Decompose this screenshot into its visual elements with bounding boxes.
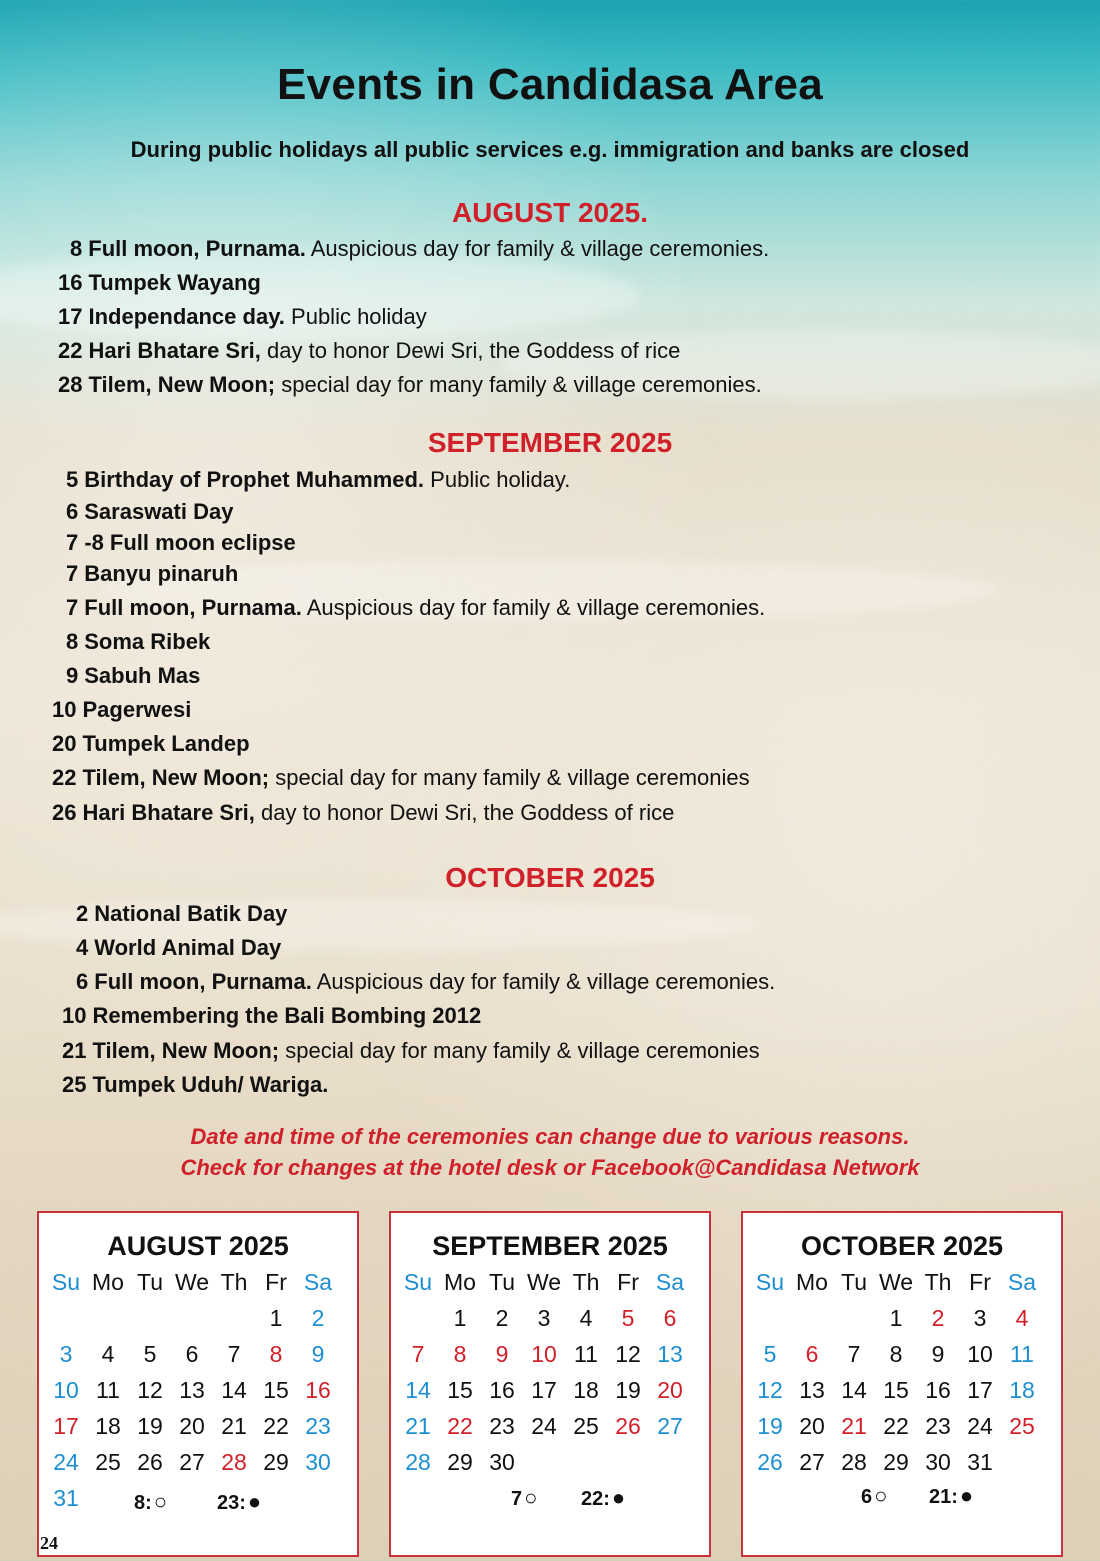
- calendar-day: 10: [531, 1341, 557, 1367]
- calendar-day: 22: [447, 1413, 473, 1439]
- calendar-day: 16: [925, 1377, 951, 1403]
- full-moon-icon: ○: [524, 1485, 538, 1510]
- event-item: 10 Remembering the Bali Bombing 2012: [62, 1003, 482, 1028]
- weekday-header: Fr: [617, 1269, 639, 1295]
- weekday-header: Th: [220, 1269, 248, 1295]
- new-moon-icon: ●: [611, 1485, 626, 1510]
- calendar-day: 9: [311, 1341, 325, 1367]
- event-item: 10 Pagerwesi: [52, 697, 192, 722]
- calendar-day: 9: [931, 1341, 945, 1367]
- page-subtitle: During public holidays all public services e.g. immigration and banks are closed: [130, 137, 970, 162]
- event-item: 21 Tilem, New Moon; special day for many family & village ceremonies: [62, 1038, 760, 1063]
- weekday-header: Tu: [137, 1269, 163, 1295]
- calendar-day: 17: [53, 1413, 79, 1439]
- event-item: 2 National Batik Day: [76, 901, 288, 926]
- calendar-day: 5: [143, 1341, 157, 1367]
- calendar-day: 1: [269, 1305, 283, 1331]
- event-item: 9 Sabuh Mas: [66, 663, 201, 688]
- calendar-day: 28: [221, 1449, 247, 1475]
- event-item: 17 Independance day. Public holiday: [58, 304, 427, 329]
- weekday-header: Fr: [265, 1269, 287, 1295]
- full-moon-icon: ○: [153, 1489, 168, 1514]
- calendar-day: 10: [967, 1341, 993, 1367]
- calendar-day: 27: [799, 1449, 825, 1475]
- weekday-header: Su: [403, 1269, 433, 1295]
- weekday-header: We: [526, 1269, 562, 1295]
- new-moon-icon: ●: [247, 1489, 262, 1514]
- calendar-day: 20: [799, 1413, 825, 1439]
- calendar-day: 19: [137, 1413, 163, 1439]
- calendar-day: 6: [663, 1305, 677, 1331]
- calendar-august: [37, 1211, 359, 1557]
- calendar-day: 15: [447, 1377, 473, 1403]
- calendar-october: [741, 1211, 1063, 1557]
- calendar-day: 7: [411, 1341, 425, 1367]
- calendar-day: 24: [967, 1413, 993, 1439]
- calendar-day: 11: [574, 1341, 598, 1367]
- page-title: Events in Candidasa Area: [277, 60, 823, 109]
- calendar-day: 2: [311, 1305, 325, 1331]
- notice-line: Date and time of the ceremonies can change due to various reasons.: [190, 1124, 910, 1149]
- calendar-day: 17: [531, 1377, 557, 1403]
- calendar-day: 12: [137, 1377, 163, 1403]
- event-item: 22 Hari Bhatare Sri, day to honor Dewi Sri, the Goddess of rice: [58, 338, 681, 363]
- calendar-day: 11: [96, 1377, 120, 1403]
- calendar-day: 30: [305, 1449, 331, 1475]
- event-item: 28 Tilem, New Moon; special day for many family & village ceremonies.: [58, 372, 762, 397]
- calendar-day: 16: [305, 1377, 331, 1403]
- calendar-day: 22: [883, 1413, 909, 1439]
- calendar-day: 6: [185, 1341, 199, 1367]
- calendar-day: 29: [883, 1449, 909, 1475]
- event-item: 20 Tumpek Landep: [52, 731, 250, 756]
- calendar-day: 23: [489, 1413, 515, 1439]
- calendar-day: 13: [657, 1341, 683, 1367]
- calendar-day: 19: [757, 1413, 783, 1439]
- notice-line: Check for changes at the hotel desk or Facebook@Candidasa Network: [180, 1154, 920, 1180]
- weekday-header: We: [174, 1269, 210, 1295]
- calendar-day: 8: [889, 1341, 903, 1367]
- weekday-header: Mo: [92, 1269, 124, 1295]
- calendar-day: 6: [805, 1341, 819, 1367]
- calendar-day: 26: [757, 1449, 783, 1475]
- event-item: 7 -8 Full moon eclipse: [66, 530, 296, 555]
- calendar-day: 4: [101, 1341, 115, 1367]
- calendar-day: 11: [1010, 1341, 1034, 1367]
- weekday-header: Th: [572, 1269, 600, 1295]
- section-heading-september: SEPTEMBER 2025: [427, 427, 673, 458]
- weekday-header: Th: [924, 1269, 952, 1295]
- calendar-day: 16: [489, 1377, 515, 1403]
- calendar-day: 24: [53, 1449, 79, 1475]
- page-number: 24: [40, 1533, 58, 1553]
- event-item: 7 Full moon, Purnama. Auspicious day for family & village ceremonies.: [66, 595, 766, 620]
- calendar-day: 2: [931, 1305, 945, 1331]
- calendar-day: 15: [883, 1377, 909, 1403]
- calendar-day: 7: [847, 1341, 861, 1367]
- calendar-day: 12: [615, 1341, 641, 1367]
- calendar-day: 8: [269, 1341, 283, 1367]
- event-item: 4 World Animal Day: [76, 935, 282, 960]
- calendar-day: 25: [95, 1449, 121, 1475]
- calendar-day: 3: [973, 1305, 987, 1331]
- calendar-day: 29: [263, 1449, 289, 1475]
- calendar-day: 4: [1015, 1305, 1029, 1331]
- event-item: 25 Tumpek Uduh/ Wariga.: [62, 1072, 329, 1097]
- event-item: 6 Full moon, Purnama. Auspicious day for family & village ceremonies.: [76, 969, 776, 994]
- calendar-day: 2: [495, 1305, 509, 1331]
- calendar-day: 14: [405, 1377, 431, 1403]
- calendar-day: 29: [447, 1449, 473, 1475]
- calendar-day: 30: [489, 1449, 515, 1475]
- calendar-day: 31: [53, 1485, 79, 1511]
- weekday-header: Fr: [969, 1269, 991, 1295]
- calendar-day: 30: [925, 1449, 951, 1475]
- calendar-day: 25: [1009, 1413, 1035, 1439]
- event-item: 5 Birthday of Prophet Muhammed. Public holiday.: [66, 467, 571, 492]
- calendar-day: 5: [763, 1341, 777, 1367]
- weekday-header: Mo: [444, 1269, 476, 1295]
- weekday-header: Sa: [303, 1269, 333, 1295]
- calendar-day: 12: [757, 1377, 783, 1403]
- calendar-day: 9: [495, 1341, 509, 1367]
- calendar-day: 27: [179, 1449, 205, 1475]
- weekday-header: Sa: [1007, 1269, 1037, 1295]
- calendar-day: 8: [453, 1341, 467, 1367]
- full-moon-legend: 8:○: [134, 1489, 168, 1514]
- ceremony-change-notice: [0, 1122, 1100, 1184]
- event-item: 8 Soma Ribek: [66, 629, 211, 654]
- section-heading-october: OCTOBER 2025: [445, 862, 655, 893]
- weekday-header: Tu: [489, 1269, 515, 1295]
- calendar-day: 5: [621, 1305, 635, 1331]
- weekday-header: Mo: [796, 1269, 828, 1295]
- new-moon-legend: 21:●: [929, 1483, 974, 1508]
- calendar-day: 19: [615, 1377, 641, 1403]
- calendar-day: 22: [263, 1413, 289, 1439]
- weekday-header: Sa: [655, 1269, 685, 1295]
- calendar-day: 4: [579, 1305, 593, 1331]
- calendar-day: 15: [263, 1377, 289, 1403]
- new-moon-legend: 22:●: [581, 1485, 626, 1510]
- event-item: 22 Tilem, New Moon; special day for many family & village ceremonies: [52, 765, 750, 790]
- calendar-september: [389, 1211, 711, 1557]
- calendar-day: 7: [227, 1341, 241, 1367]
- calendar-day: 20: [179, 1413, 205, 1439]
- calendar-day: 26: [137, 1449, 163, 1475]
- calendar-day: 3: [537, 1305, 551, 1331]
- calendar-title: AUGUST 2025: [107, 1231, 289, 1261]
- calendar-day: 20: [657, 1377, 683, 1403]
- calendar-day: 25: [573, 1413, 599, 1439]
- calendar-day: 27: [657, 1413, 683, 1439]
- calendar-day: 18: [1009, 1377, 1035, 1403]
- calendar-day: 1: [889, 1305, 903, 1331]
- event-item: 16 Tumpek Wayang: [58, 270, 261, 295]
- calendar-day: 17: [967, 1377, 993, 1403]
- calendar-day: 23: [925, 1413, 951, 1439]
- calendar-day: 14: [841, 1377, 867, 1403]
- event-item: 8 Full moon, Purnama. Auspicious day for family & village ceremonies.: [70, 236, 770, 261]
- calendar-day: 26: [615, 1413, 641, 1439]
- calendar-day: 21: [405, 1413, 431, 1439]
- calendar-day: 28: [841, 1449, 867, 1475]
- calendar-day: 24: [531, 1413, 557, 1439]
- calendar-day: 18: [95, 1413, 121, 1439]
- full-moon-icon: ○: [874, 1483, 888, 1508]
- event-item: 7 Banyu pinaruh: [66, 561, 239, 586]
- calendar-title: OCTOBER 2025: [800, 1231, 1004, 1261]
- calendar-day: 21: [841, 1413, 867, 1439]
- new-moon-legend: 23:●: [217, 1489, 262, 1514]
- calendar-day: 3: [59, 1341, 73, 1367]
- weekday-header: We: [878, 1269, 914, 1295]
- event-item: 26 Hari Bhatare Sri, day to honor Dewi Sri, the Goddess of rice: [52, 800, 675, 825]
- calendar-day: 23: [305, 1413, 331, 1439]
- weekday-header: Su: [51, 1269, 81, 1295]
- calendar-day: 13: [179, 1377, 205, 1403]
- calendar-day: 10: [53, 1377, 79, 1403]
- calendar-day: 1: [453, 1305, 467, 1331]
- calendar-day: 18: [573, 1377, 599, 1403]
- section-heading-august: AUGUST 2025.: [451, 197, 649, 228]
- weekday-header: Su: [755, 1269, 785, 1295]
- event-item: 6 Saraswati Day: [66, 499, 234, 524]
- calendar-day: 31: [967, 1449, 993, 1475]
- weekday-header: Tu: [841, 1269, 867, 1295]
- calendar-day: 13: [799, 1377, 825, 1403]
- full-moon-legend: 7○: [511, 1485, 538, 1510]
- new-moon-icon: ●: [959, 1483, 974, 1508]
- full-moon-legend: 6○: [861, 1483, 888, 1508]
- calendar-day: 14: [221, 1377, 247, 1403]
- calendar-day: 21: [221, 1413, 247, 1439]
- calendar-day: 28: [405, 1449, 431, 1475]
- calendar-title: SEPTEMBER 2025: [432, 1231, 668, 1261]
